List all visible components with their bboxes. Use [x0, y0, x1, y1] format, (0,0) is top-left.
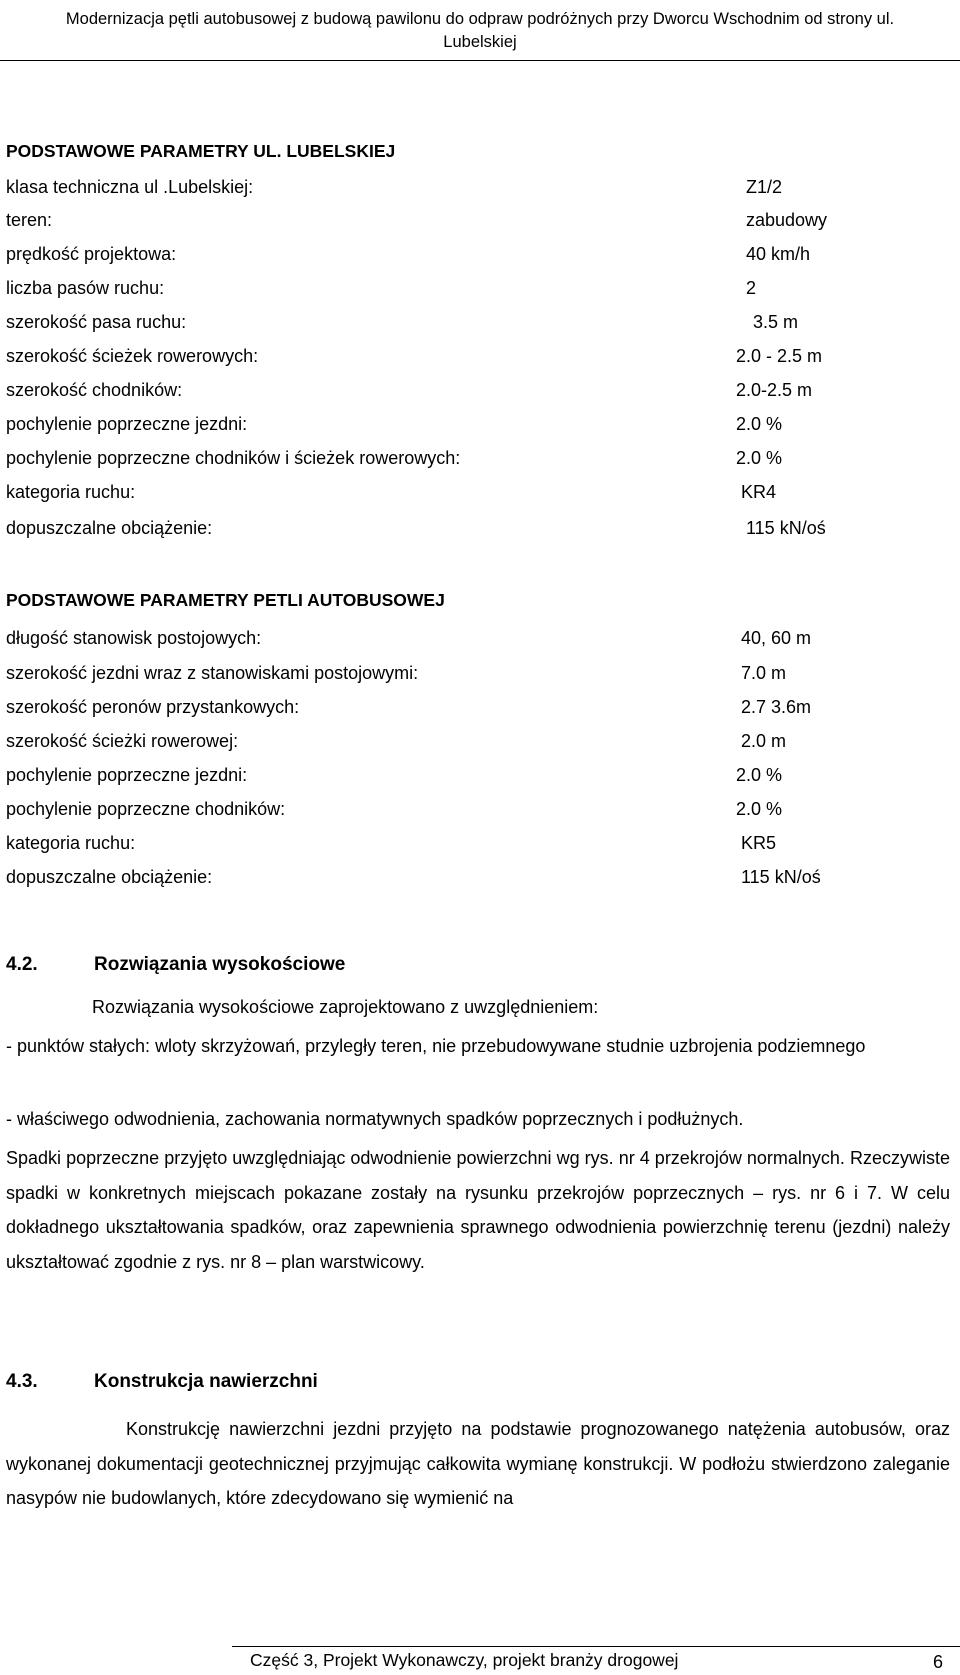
heading-4-3: [6, 1371, 318, 1393]
parameter-value: 2.0-2.5 m: [736, 380, 813, 400]
parameter-row: [0, 628, 960, 654]
parameter-value: 2.0 %: [736, 448, 783, 468]
parameter-label: kategoria ruchu:: [6, 833, 136, 853]
section-title-petla: PODSTAWOWE PARAMETRY PETLI AUTOBUSOWEJ: [6, 590, 445, 610]
parameter-label: pochylenie poprzeczne chodników i ścieżek rowerowych:: [6, 448, 461, 468]
parameter-row: [0, 177, 960, 203]
parameter-row: [0, 244, 960, 270]
parameter-value: 40, 60 m: [741, 628, 812, 648]
parameter-value: 2.0 %: [736, 765, 783, 785]
section-4-2-paragraph: Spadki poprzeczne przyjęto uwzględniając odwodnienie powierzchni wg rys. nr 4 przekrojów normalnych. Rzeczywiste spadki w konkretnych miejscach pokazane zostały na rysunku przekrojów poprzecznych – rys. nr 6 i 7. W celu dokładnego ukształtowania spadków, oraz zapewnienia sprawnego odwodnienia powierzchnię terenu (jezdni) należy ukształtować zgodnie z rys. nr 8 – plan warstwicowy.: [6, 1148, 950, 1272]
parameter-value: 3.5 m: [753, 312, 799, 332]
parameter-value: 2.0 - 2.5 m: [736, 346, 823, 366]
footer-divider: [232, 1646, 960, 1647]
parameter-row: [0, 663, 960, 689]
parameter-row: [0, 278, 960, 304]
parameter-label: dopuszczalne obciążenie:: [6, 518, 213, 538]
parameter-label: szerokość chodników:: [6, 380, 183, 400]
parameter-row: [0, 833, 960, 859]
parameter-row: [0, 765, 960, 791]
parameter-value: 2.0 %: [736, 414, 783, 434]
parameter-value: 40 km/h: [746, 244, 811, 264]
parameter-label: pochylenie poprzeczne jezdni:: [6, 414, 248, 434]
heading-4-2-title: Rozwiązania wysokościowe: [94, 954, 346, 975]
parameter-label: szerokość pasa ruchu:: [6, 312, 187, 332]
section-4-3-paragraph: Konstrukcję nawierzchni jezdni przyjęto na podstawie prognozowanego natężenia autobusów, oraz wykonanej dokumentacji geotechnicznej przyjmując całkowita wymianę konstrukcji. W podłożu stwierdzono zaleganie nasypów nie budowlanych, które zdecydowano się wymienić na: [6, 1419, 950, 1508]
parameter-value: 115 kN/oś: [741, 867, 821, 887]
parameter-label: dopuszczalne obciążenie:: [6, 867, 213, 887]
parameter-label: prędkość projektowa:: [6, 244, 177, 264]
parameter-row: [0, 518, 960, 544]
heading-4-3-number: 4.3.: [6, 1371, 38, 1392]
parameter-row: [0, 210, 960, 236]
section-4-2-bullet-1: - punktów stałych: wloty skrzyżowań, przyległy teren, nie przebudowywane studnie uzbrojenia podziemnego: [6, 1036, 866, 1056]
parameter-row: [0, 414, 960, 440]
parameter-row: [0, 448, 960, 474]
parameter-value: 7.0 m: [741, 663, 787, 683]
parameter-row: [0, 312, 960, 338]
parameter-label: szerokość ścieżek rowerowych:: [6, 346, 259, 366]
parameter-label: szerokość ścieżki rowerowej:: [6, 731, 239, 751]
parameter-label: teren:: [6, 210, 53, 230]
heading-4-2: [6, 954, 345, 976]
parameter-row: [0, 867, 960, 893]
parameter-label: klasa techniczna ul .Lubelskiej:: [6, 177, 254, 197]
parameter-row: [0, 380, 960, 406]
parameter-value: 115 kN/oś: [746, 518, 826, 538]
footer-text: Część 3, Projekt Wykonawczy, projekt branży drogowej: [250, 1650, 679, 1670]
parameter-value: KR5: [741, 833, 777, 853]
page-header-title: Modernizacja pętli autobusowej z budową pawilonu do odpraw podróżnych przy Dworcu Wschodnim od strony ul. Lubelskiej: [65, 10, 895, 51]
section-4-2-intro: Rozwiązania wysokościowe zaprojektowano z uwzględnieniem:: [92, 997, 599, 1017]
parameter-label: długość stanowisk postojowych:: [6, 628, 262, 648]
parameter-row: [0, 482, 960, 508]
parameter-value: 2.0 m: [741, 731, 787, 751]
section-title-lubelska: PODSTAWOWE PARAMETRY UL. LUBELSKIEJ: [6, 141, 396, 161]
parameter-label: szerokość peronów przystankowych:: [6, 697, 300, 717]
parameter-row: [0, 731, 960, 757]
parameter-value: zabudowy: [746, 210, 828, 230]
parameter-value: Z1/2: [746, 177, 783, 197]
parameter-label: kategoria ruchu:: [6, 482, 136, 502]
section-4-2-bullet-2: - właściwego odwodnienia, zachowania normatywnych spadków poprzecznych i podłużnych.: [6, 1109, 744, 1129]
parameter-value: 2: [746, 278, 757, 298]
heading-4-3-title: Konstrukcja nawierzchni: [94, 1371, 318, 1392]
parameter-value: 2.0 %: [736, 799, 783, 819]
parameter-row: [0, 799, 960, 825]
parameter-label: pochylenie poprzeczne chodników:: [6, 799, 286, 819]
parameter-label: pochylenie poprzeczne jezdni:: [6, 765, 248, 785]
parameter-label: liczba pasów ruchu:: [6, 278, 165, 298]
page-number: 6: [933, 1652, 944, 1672]
parameter-value: KR4: [741, 482, 777, 502]
header-divider: [0, 60, 960, 61]
parameter-row: [0, 697, 960, 723]
parameter-row: [0, 346, 960, 372]
heading-4-2-number: 4.2.: [6, 954, 38, 975]
parameter-value: 2.7 3.6m: [741, 697, 812, 717]
parameter-label: szerokość jezdni wraz z stanowiskami postojowymi:: [6, 663, 419, 683]
